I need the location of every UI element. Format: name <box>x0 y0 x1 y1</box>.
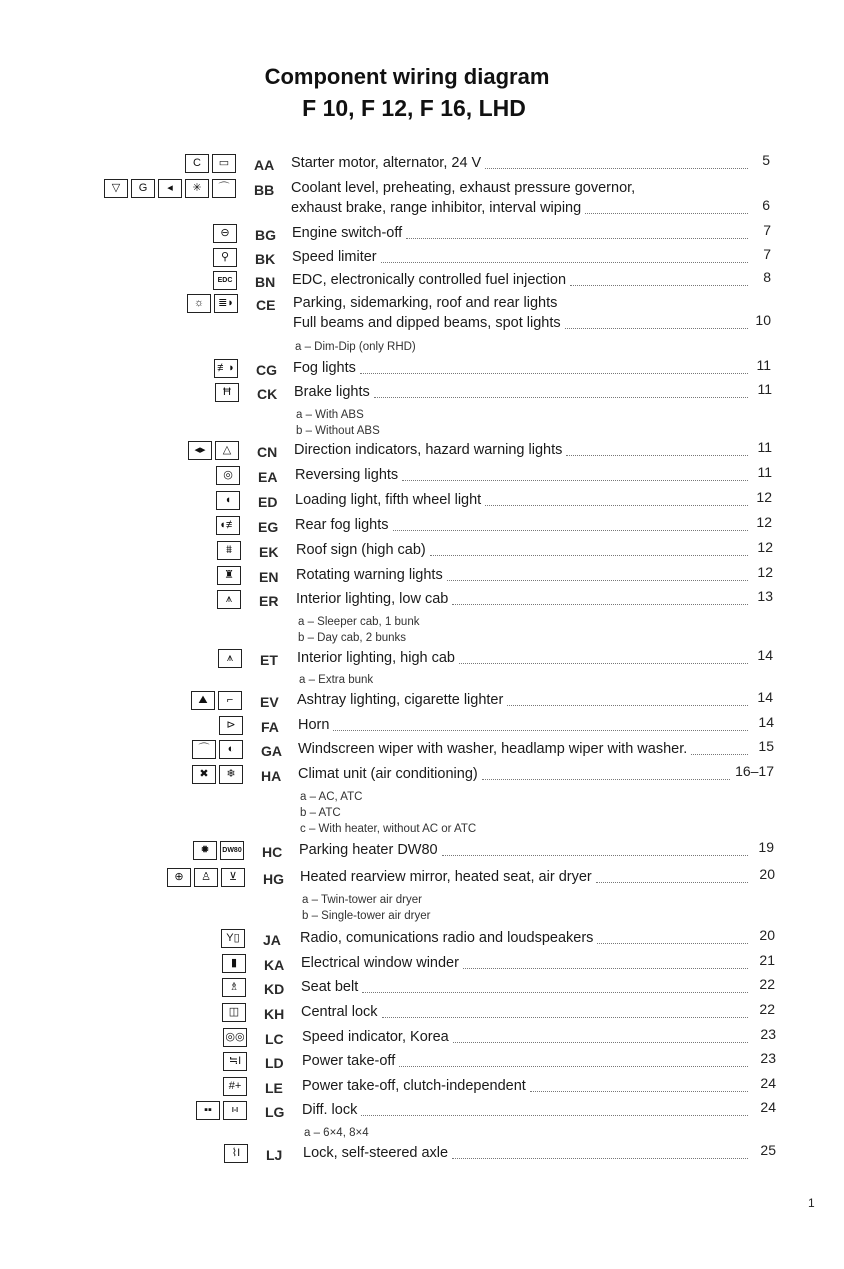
rotating-warning-light-icon: ♜ <box>217 566 241 585</box>
rear-fog-light-icon: ◖≢ <box>216 516 240 535</box>
component-icons <box>192 740 243 759</box>
dot-leader <box>406 237 748 239</box>
dot-leader <box>463 967 748 969</box>
air-conditioning-icon: ❄ <box>219 765 243 784</box>
page-reference: 12 <box>757 539 773 555</box>
component-description: Reversing lights <box>295 467 399 483</box>
central-lock-icon: ◫ <box>222 1003 246 1022</box>
component-icons <box>104 179 236 198</box>
page-reference: 20 <box>759 927 775 943</box>
page-reference: 7 <box>763 246 771 262</box>
window-winder-icon: ▮ <box>222 954 246 973</box>
component-variant: b – Single-tower air dryer <box>302 910 431 922</box>
battery-alternator-icon: ▭ <box>212 154 236 173</box>
component-icons <box>213 248 237 267</box>
component-code: HA <box>261 768 282 784</box>
hazard-warning-icon: △ <box>215 441 239 460</box>
component-code: CK <box>257 386 278 402</box>
component-code: KH <box>264 1006 285 1022</box>
power-take-off-icon: ≒I <box>223 1052 247 1071</box>
component-code: BB <box>254 182 275 198</box>
component-description: Power take-off, clutch-independent <box>302 1078 526 1094</box>
component-code: ER <box>259 593 279 609</box>
page-reference: 5 <box>762 152 770 168</box>
headlamp-wiper-icon: ◐ <box>219 740 243 759</box>
page-reference: 25 <box>760 1142 776 1158</box>
component-variant: c – With heater, without AC or ATC <box>300 823 477 835</box>
page-reference: 24 <box>760 1075 776 1091</box>
component-description: Coolant level, preheating, exhaust pressure governor, <box>291 180 636 196</box>
component-description: Starter motor, alternator, 24 V <box>291 155 482 171</box>
page-reference: 13 <box>757 588 773 604</box>
component-description: Horn <box>298 717 330 733</box>
component-icons <box>215 383 239 402</box>
component-description: exhaust brake, range inhibitor, interval wiping <box>291 200 582 216</box>
component-code: LE <box>265 1080 283 1096</box>
component-variant: a – Sleeper cab, 1 bunk <box>298 616 420 628</box>
component-code: FA <box>261 719 279 735</box>
speed-indicator-icon: ◎◎ <box>223 1028 247 1047</box>
radio-icon: Y▯ <box>221 929 245 948</box>
heated-mirror-icon: ⊕ <box>167 868 191 887</box>
self-steered-axle-lock-icon: ⌇I <box>224 1144 248 1163</box>
dot-leader <box>361 1114 748 1116</box>
component-icons <box>216 491 240 510</box>
page-number: 1 <box>808 1196 815 1210</box>
component-variant: a – 6×4, 8×4 <box>304 1127 369 1139</box>
engine-switch-off-icon: ⊖ <box>213 224 237 243</box>
dot-leader <box>485 167 748 169</box>
dot-leader <box>333 729 748 731</box>
page-reference: 12 <box>756 514 772 530</box>
component-description: EDC, electronically controlled fuel injection <box>292 272 567 288</box>
coolant-level-icon: ▽ <box>104 179 128 198</box>
component-description: Climat unit (air conditioning) <box>298 766 478 782</box>
component-description: Seat belt <box>301 979 359 995</box>
component-description: Fog lights <box>293 360 356 376</box>
component-icons <box>187 294 238 313</box>
dot-leader <box>399 1065 748 1067</box>
component-description: Heated rearview mirror, heated seat, air dryer <box>300 869 592 885</box>
component-icons <box>216 466 240 485</box>
power-take-off-clutch-icon: #+ <box>223 1077 247 1096</box>
component-code: CE <box>256 297 276 313</box>
page-reference: 11 <box>757 464 772 480</box>
dot-leader <box>459 662 748 664</box>
heated-seat-icon: ♙ <box>194 868 218 887</box>
component-description: Rotating warning lights <box>296 567 443 583</box>
page-reference: 12 <box>756 489 772 505</box>
component-code: AA <box>254 157 275 173</box>
page-subtitle: F 10, F 12, F 16, LHD <box>302 95 526 121</box>
air-dryer-icon: ⊻ <box>221 868 245 887</box>
fan-icon: ✖ <box>192 765 216 784</box>
cigarette-lighter-icon: ⌐ <box>218 691 242 710</box>
component-code: ET <box>260 652 278 668</box>
page-title: Component wiring diagram <box>264 64 550 89</box>
component-description: Diff. lock <box>302 1102 358 1118</box>
component-code: LC <box>265 1031 284 1047</box>
dot-leader <box>566 454 748 456</box>
component-icons <box>217 566 241 585</box>
component-variant: a – AC, ATC <box>300 791 363 803</box>
windscreen-wiper-icon: ⌒ <box>192 740 216 759</box>
component-code: CG <box>256 362 277 378</box>
page-reference: 22 <box>759 976 775 992</box>
page-reference: 16–17 <box>735 763 774 779</box>
page-reference: 11 <box>756 357 771 373</box>
component-code: KA <box>264 957 285 973</box>
dot-leader <box>442 854 748 856</box>
component-description: Brake lights <box>294 384 370 400</box>
loading-light-icon: ◖ <box>216 491 240 510</box>
dot-leader <box>530 1090 748 1092</box>
component-code: BK <box>255 251 276 267</box>
component-icons <box>185 154 236 173</box>
page-reference: 22 <box>759 1001 775 1017</box>
component-icons <box>213 271 237 290</box>
dot-leader <box>565 327 748 329</box>
component-description: Full beams and dipped beams, spot lights <box>293 315 561 331</box>
dot-leader <box>402 479 748 481</box>
component-code: EV <box>260 694 279 710</box>
component-variant: a – With ABS <box>296 409 364 421</box>
page-reference: 7 <box>763 222 771 238</box>
dot-leader <box>381 261 748 263</box>
component-code: GA <box>261 743 282 759</box>
interior-light-icon: ⩚ <box>218 649 242 668</box>
page-reference: 10 <box>755 312 771 328</box>
page-reference: 15 <box>758 738 774 754</box>
dot-leader <box>374 396 748 398</box>
dot-leader <box>452 603 748 605</box>
dot-leader <box>382 1016 748 1018</box>
component-description: Ashtray lighting, cigarette lighter <box>297 692 504 708</box>
page-reference: 23 <box>760 1026 776 1042</box>
component-code: HG <box>263 871 284 887</box>
roof-sign-icon: ⩩ <box>217 541 241 560</box>
horn-icon: ⊳ <box>219 716 243 735</box>
interval-wiping-icon: ⌒ <box>212 179 236 198</box>
parking-light-icon: ☼ <box>187 294 211 313</box>
component-variant: a – Twin-tower air dryer <box>302 894 422 906</box>
component-icons <box>223 1028 247 1047</box>
component-icons <box>217 541 241 560</box>
component-code: EG <box>258 519 279 535</box>
component-description: Interior lighting, low cab <box>296 591 449 607</box>
component-code: EN <box>259 569 279 585</box>
dot-leader <box>570 284 748 286</box>
component-description: Roof sign (high cab) <box>296 542 426 558</box>
exhaust-pressure-icon: ◂ <box>158 179 182 198</box>
reversing-light-icon: ◎ <box>216 466 240 485</box>
page-reference: 14 <box>757 689 773 705</box>
speed-limiter-icon: ⚲ <box>213 248 237 267</box>
dot-leader <box>430 554 748 556</box>
dot-leader <box>597 942 748 944</box>
starter-motor-icon: C <box>185 154 209 173</box>
component-description: Electrical window winder <box>301 955 459 971</box>
page-reference: 6 <box>762 197 770 213</box>
preheating-icon: G <box>131 179 155 198</box>
component-description: Loading light, fifth wheel light <box>295 492 482 508</box>
component-description: Engine switch-off <box>292 225 403 241</box>
component-description: Rear fog lights <box>295 517 389 533</box>
component-icons <box>214 359 238 378</box>
diff-lock-icon: ▪▪ <box>196 1101 220 1120</box>
component-icons <box>222 954 246 973</box>
page-reference: 14 <box>757 647 773 663</box>
component-code: LG <box>265 1104 285 1120</box>
page-reference: 23 <box>760 1050 776 1066</box>
page-reference: 11 <box>757 439 772 455</box>
component-code: EK <box>259 544 279 560</box>
component-variant: b – Day cab, 2 bunks <box>298 632 407 644</box>
page-reference: 24 <box>760 1099 776 1115</box>
component-description: Parking heater DW80 <box>299 842 438 858</box>
component-icons <box>192 765 243 784</box>
component-description: Parking, sidemarking, roof and rear lights <box>293 295 558 311</box>
component-icons <box>221 929 245 948</box>
component-icons <box>224 1144 248 1163</box>
component-icons <box>216 516 240 535</box>
ashtray-light-icon: ⛰ <box>191 691 215 710</box>
diff-lock-axle-icon: I-I <box>223 1101 247 1120</box>
parking-heater-icon: ✹ <box>193 841 217 860</box>
component-description: Speed indicator, Korea <box>302 1029 449 1045</box>
component-code: KD <box>264 981 285 997</box>
full-beam-icon: ≣◗ <box>214 294 238 313</box>
component-description: Radio, comunications radio and loudspeakers <box>300 930 594 946</box>
page-reference: 21 <box>759 952 775 968</box>
dot-leader <box>596 881 748 883</box>
component-icons <box>167 868 245 887</box>
component-code: CN <box>257 444 278 460</box>
component-code: LJ <box>266 1147 283 1163</box>
dot-leader <box>691 753 748 755</box>
component-icons <box>193 841 244 860</box>
component-icons <box>217 590 241 609</box>
dot-leader <box>507 704 748 706</box>
component-variant: b – ATC <box>300 807 341 819</box>
direction-indicator-icon: ◂▸ <box>188 441 212 460</box>
component-variant: a – Extra bunk <box>299 674 374 686</box>
component-variant: a – Dim-Dip (only RHD) <box>295 341 416 353</box>
dot-leader <box>485 504 748 506</box>
component-icons <box>196 1101 247 1120</box>
dot-leader <box>585 212 748 214</box>
component-code: BG <box>255 227 276 243</box>
component-icons <box>213 224 237 243</box>
component-icons <box>223 1052 247 1071</box>
component-code: BN <box>255 274 276 290</box>
component-icons <box>219 716 243 735</box>
component-code: EA <box>258 469 278 485</box>
edc-icon: EDC <box>213 271 237 290</box>
component-description: Windscreen wiper with washer, headlamp wiper with washer. <box>298 741 688 757</box>
page-reference: 20 <box>759 866 775 882</box>
dot-leader <box>453 1041 748 1043</box>
dot-leader <box>482 778 730 780</box>
page-reference: 14 <box>758 714 774 730</box>
dot-leader <box>360 372 748 374</box>
exhaust-brake-icon: ✳ <box>185 179 209 198</box>
page-reference: 19 <box>758 839 774 855</box>
dot-leader <box>362 991 748 993</box>
component-code: LD <box>265 1055 284 1071</box>
dot-leader <box>452 1157 748 1159</box>
component-description: Direction indicators, hazard warning lights <box>294 442 563 458</box>
brake-light-icon: Ħ <box>215 383 239 402</box>
component-description: Interior lighting, high cab <box>297 650 455 666</box>
component-icons <box>218 649 242 668</box>
component-description: Central lock <box>301 1004 378 1020</box>
dot-leader <box>447 579 748 581</box>
component-code: JA <box>263 932 281 948</box>
component-variant: b – Without ABS <box>296 425 380 437</box>
dot-leader <box>393 529 749 531</box>
component-icons <box>222 1003 246 1022</box>
component-description: Lock, self-steered axle <box>303 1145 449 1161</box>
dw80-icon: DW80 <box>220 841 244 860</box>
component-icons <box>222 978 246 997</box>
interior-light-icon: ⩚ <box>217 590 241 609</box>
component-description: Power take-off <box>302 1053 396 1069</box>
seat-belt-icon: ♗ <box>222 978 246 997</box>
component-code: HC <box>262 844 283 860</box>
page-reference: 11 <box>757 381 772 397</box>
component-description: Speed limiter <box>292 249 377 265</box>
page-reference: 8 <box>763 269 771 285</box>
fog-light-icon: ≢◗ <box>214 359 238 378</box>
component-icons <box>223 1077 247 1096</box>
page-reference: 12 <box>757 564 773 580</box>
component-icons <box>191 691 242 710</box>
component-code: ED <box>258 494 278 510</box>
component-icons <box>188 441 239 460</box>
